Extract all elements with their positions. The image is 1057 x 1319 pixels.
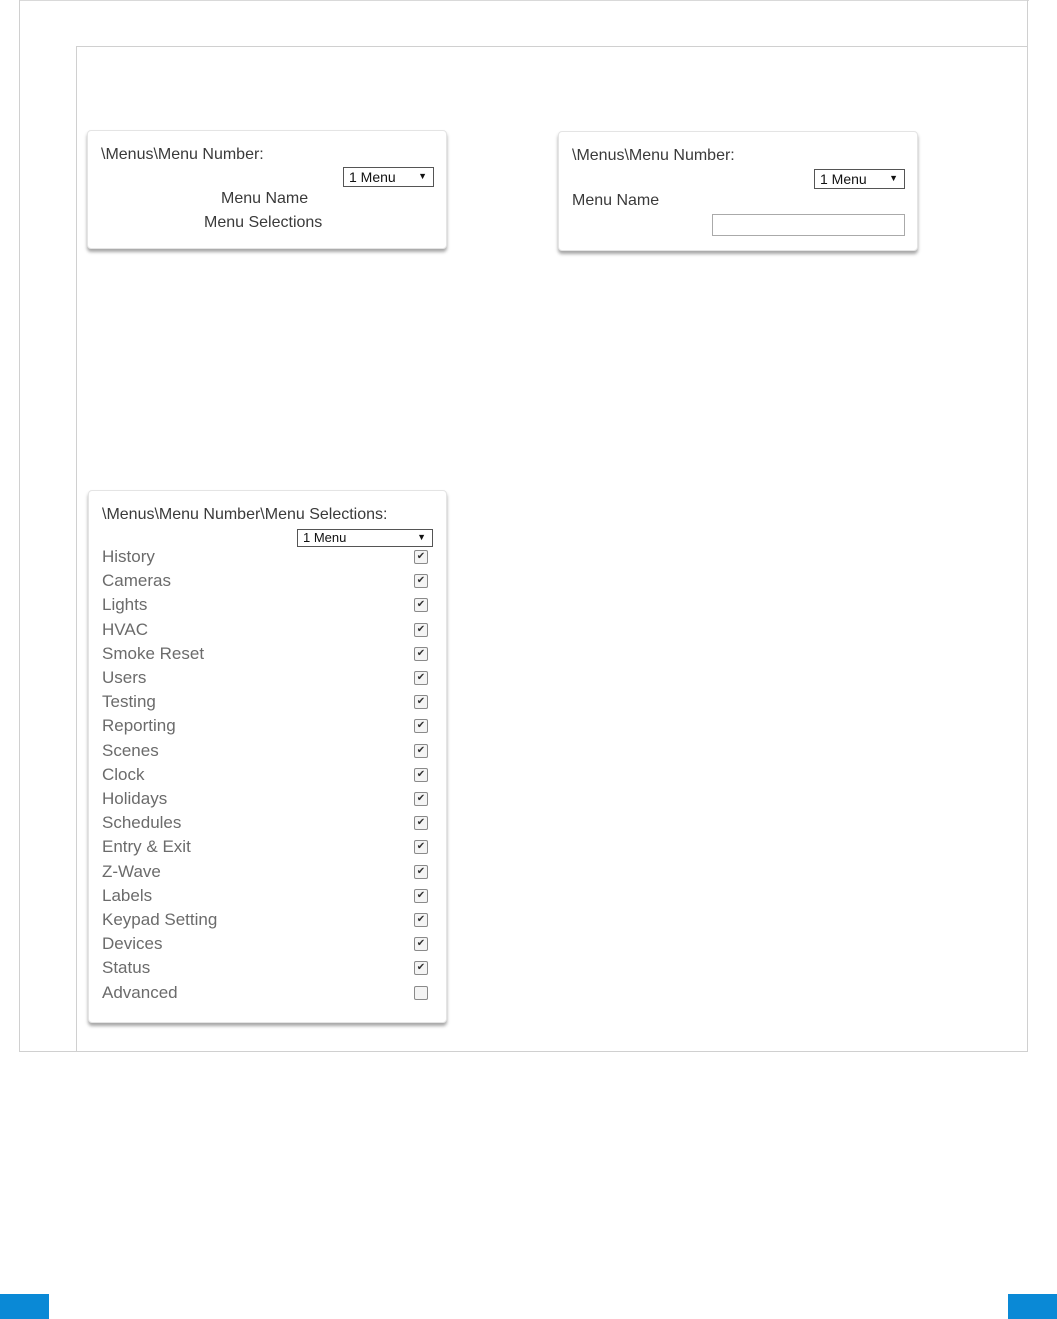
selection-label: Labels [102,885,153,905]
selection-row [102,910,432,934]
selection-label: Users [102,668,147,687]
panel-title: \Menus\Menu Number: [101,146,264,163]
selection-row [102,547,432,571]
selection-checkbox[interactable]: ✔ [414,671,428,685]
selection-label: Cameras [102,571,171,591]
selection-checkbox[interactable]: ✔ [414,695,428,709]
selection-row [102,958,432,982]
dropdown-arrow-icon: ▼ [417,532,426,542]
selection-checkbox[interactable]: ✔ [414,623,428,637]
menu-name-label: Menu Name [572,192,660,209]
dropdown-arrow-icon: ▼ [889,173,898,183]
select-value: 1 Menu [349,169,396,185]
right-corner-tab [1008,1294,1057,1319]
selection-row [102,668,432,692]
selection-checkbox[interactable]: ✔ [414,768,428,782]
selection-row [102,571,432,595]
selection-checkbox[interactable]: ✔ [414,550,428,564]
selection-row [102,741,432,765]
selection-row [102,595,432,619]
selection-row [102,644,432,668]
selection-checkbox[interactable]: ✔ [414,792,428,806]
selection-row [102,934,432,958]
selection-row [102,837,432,861]
select-value: 1 Menu [820,171,867,187]
selection-label: Advanced [102,982,178,1002]
selection-label: Schedules [102,813,182,833]
selection-label: Z-Wave [102,861,161,881]
selection-checkbox[interactable]: ✔ [414,719,428,733]
selection-checkbox[interactable]: ✔ [414,598,428,612]
selection-row [102,789,432,813]
selection-row [102,716,432,740]
menu-selections-panel [88,490,447,1023]
dropdown-arrow-icon: ▼ [418,171,427,181]
select-value: 1 Menu [303,530,347,545]
menu-number-select[interactable] [297,529,433,547]
selection-label: Smoke Reset [102,643,205,663]
menu-number-select[interactable] [814,169,905,189]
selection-label: Keypad Setting [102,910,218,929]
menu-name-link[interactable]: Menu Name [221,190,309,207]
selection-label: HVAC [102,619,148,639]
selection-checkbox[interactable]: ✔ [414,574,428,588]
selection-checkbox[interactable]: ✔ [414,889,428,903]
selection-checkbox[interactable]: ✔ [414,744,428,758]
menu-number-panel [87,130,447,249]
selection-row [102,692,432,716]
selection-label: Scenes [102,740,159,760]
selection-label: Testing [102,692,156,712]
selection-checkbox[interactable]: ✔ [414,913,428,927]
selection-checkbox[interactable]: ✔ [414,865,428,879]
selection-label: Reporting [102,716,176,736]
selection-row [102,886,432,910]
selection-label: Lights [102,595,148,615]
selection-label: Devices [102,934,163,954]
selection-label: Clock [102,764,145,784]
menu-number-select[interactable] [343,167,434,187]
selection-row [102,620,432,644]
selection-label: Holidays [102,789,168,808]
selection-row [102,765,432,789]
menu-name-panel [558,131,918,251]
menu-name-input[interactable] [712,214,905,236]
menu-selections-link[interactable]: Menu Selections [204,214,323,231]
selection-checkbox[interactable]: ✔ [414,961,428,975]
selection-row [102,983,432,1007]
selection-row [102,862,432,886]
selection-checkbox[interactable] [414,986,428,1000]
selection-label: History [102,547,155,566]
left-corner-tab [0,1294,49,1319]
panel-title: \Menus\Menu Number\Menu Selections: [102,506,388,523]
panel-title: \Menus\Menu Number: [572,147,735,164]
selection-label: Entry & Exit [102,837,191,857]
selection-row [102,813,432,837]
selection-checkbox[interactable]: ✔ [414,937,428,951]
selection-checkbox[interactable]: ✔ [414,816,428,830]
selection-checkbox[interactable]: ✔ [414,840,428,854]
selection-checkbox[interactable]: ✔ [414,647,428,661]
selection-label: Status [102,958,151,978]
